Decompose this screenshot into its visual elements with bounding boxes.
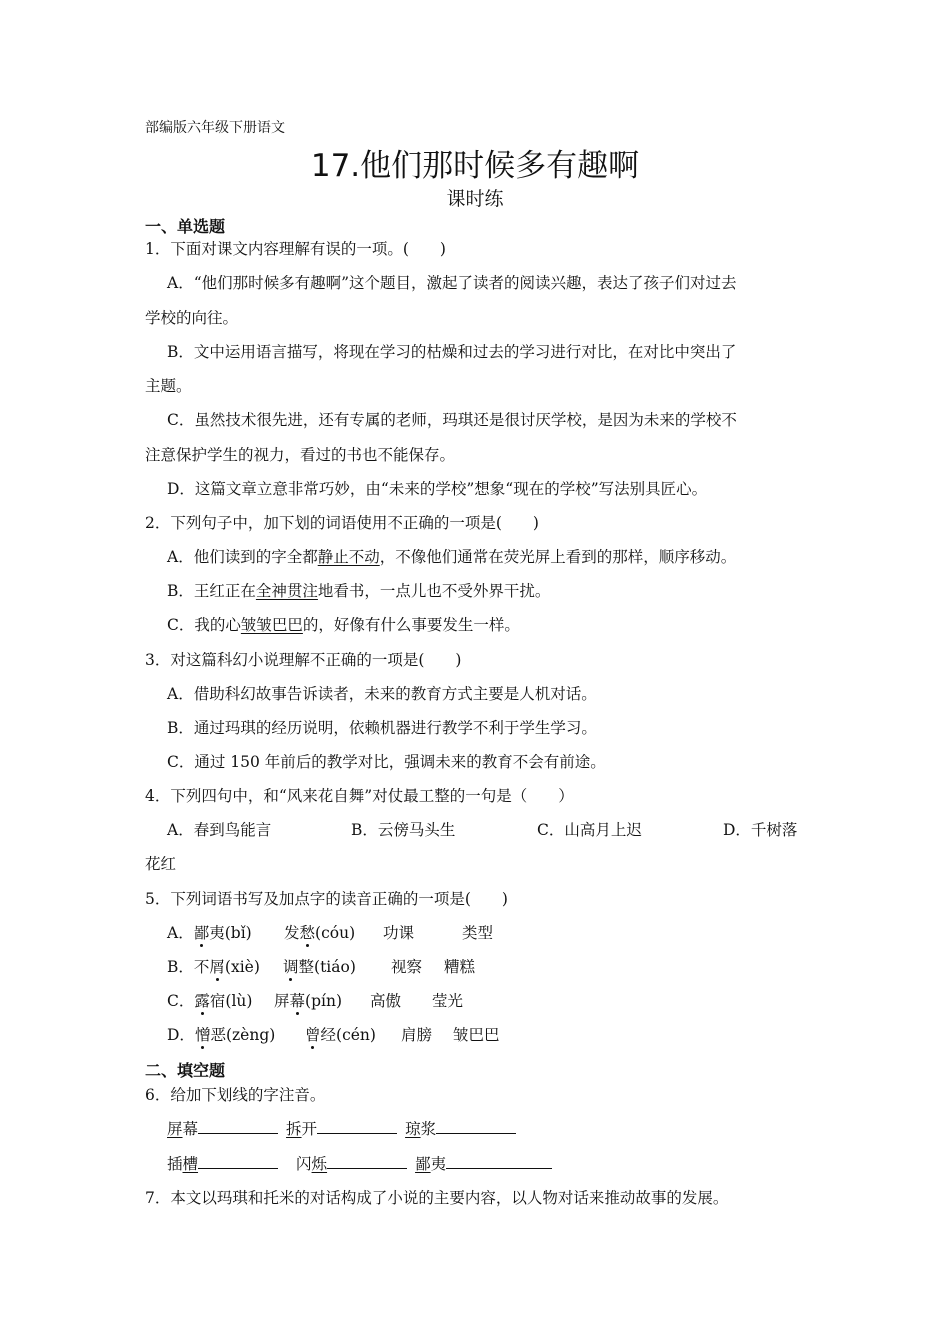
option-label: D．: [167, 1026, 195, 1044]
question-1-option-c-cont: 注意保护学生的视力，看过的书也不能保存。: [145, 446, 456, 464]
section-heading-fill-in: 二、填空题: [145, 1061, 226, 1080]
underlined-char: 烁: [311, 1155, 328, 1173]
word-text: 夷(bǐ): [209, 924, 252, 942]
option-label: B．: [167, 958, 194, 976]
answer-blank[interactable]: [446, 1153, 552, 1169]
question-6-row-2: [167, 1152, 560, 1174]
question-2-option-a: [167, 545, 736, 567]
dotted-char: 幕: [289, 992, 306, 1010]
underlined-word: 静止不动: [317, 548, 380, 566]
word-text: (cóu): [315, 924, 356, 942]
question-2-option-c: [167, 613, 520, 635]
answer-blank[interactable]: [317, 1118, 397, 1134]
underlined-char: 屏: [167, 1120, 183, 1138]
word-text: 开: [301, 1120, 318, 1138]
word-text: 插: [167, 1155, 183, 1173]
word-text: 恶(zèng): [210, 1026, 276, 1044]
question-1-option-d: D．这篇文章立意非常巧妙，由“未来的学校”想象“现在的学校”写法别具匠心。: [167, 480, 708, 498]
question-5-option-b-word2: [283, 955, 356, 977]
question-5-option-c-word4: 莹光: [432, 992, 464, 1010]
document-header: 部编版六年级下册语文: [145, 120, 285, 136]
question-5-option-c-word2: [274, 989, 342, 1011]
question-4-option-d: D．千树落: [723, 821, 798, 839]
word-text: 浆: [420, 1120, 437, 1138]
dotted-char: 屑: [209, 958, 225, 976]
question-5-option-a-word3: 功课: [383, 924, 415, 942]
question-5-option-d-word4: 皱巴巴: [453, 1026, 500, 1044]
question-7-stem: 7．本文以玛琪和托米的对话构成了小说的主要内容，以人物对话来推动故事的发展。: [145, 1189, 729, 1207]
question-5-option-c: [167, 989, 252, 1011]
question-5-option-b-word4: 糟糕: [444, 958, 476, 976]
word-text: 发: [284, 924, 300, 942]
answer-blank[interactable]: [198, 1153, 278, 1169]
word-text: 经(cén): [320, 1026, 376, 1044]
question-1-option-c: C．虽然技术很先进，还有专属的老师，玛琪还是很讨厌学校，是因为未来的学校不: [167, 411, 737, 429]
question-6-row-1: [167, 1117, 524, 1139]
question-4-option-a: A．春到鸟能言: [167, 821, 272, 839]
question-4-option-c: C．山高月上迟: [537, 821, 642, 839]
question-5-option-a-word4: 类型: [462, 924, 494, 942]
dotted-char: 愁: [299, 924, 316, 942]
question-5-option-d-word3: 肩膀: [401, 1026, 433, 1044]
word-text: (pín): [305, 992, 342, 1010]
question-5-option-b: [167, 955, 260, 977]
question-5-option-d: [167, 1023, 275, 1045]
option-text: A．他们读到的字全都: [167, 548, 318, 566]
question-3-option-c: C．通过 150 年前后的教学对比，强调未来的教育不会有前途。: [167, 753, 606, 771]
question-3-option-a: A．借助科幻故事告诉读者，未来的教育方式主要是人机对话。: [167, 685, 597, 703]
dotted-char: 鄙: [193, 924, 210, 942]
answer-blank[interactable]: [198, 1118, 278, 1134]
question-4-option-b: B．云傍马头生: [351, 821, 456, 839]
dotted-char: 曾: [305, 1026, 321, 1044]
word-text: 宿(lù): [209, 992, 253, 1010]
question-4-stem: 4．下列四句中，和“风来花自舞”对仗最工整的一句是（ ）: [145, 787, 574, 805]
dotted-char: 憎: [194, 1026, 211, 1044]
question-3-option-b: B．通过玛琪的经历说明，依赖机器进行教学不利于学生学习。: [167, 719, 597, 737]
page-subtitle: 课时练: [446, 188, 504, 210]
question-5-option-a: [167, 921, 252, 943]
question-1-option-b: B．文中运用语言描写，将现在学习的枯燥和过去的学习进行对比，在对比中突出了: [167, 343, 737, 361]
word-text: 幕: [182, 1120, 199, 1138]
question-1-option-a: A．“他们那时候多有趣啊”这个题目，激起了读者的阅读兴趣，表达了孩子们对过去: [167, 274, 737, 292]
underlined-word: 皱皱巴巴: [240, 616, 303, 634]
option-text: 的，好像有什么事要发生一样。: [302, 616, 520, 634]
word-text: 整(tiáo): [298, 958, 356, 976]
section-heading-single-choice: 一、单选题: [145, 217, 226, 236]
answer-blank[interactable]: [436, 1118, 516, 1134]
word-text: 闪: [296, 1155, 312, 1173]
word-text: 屏: [274, 992, 290, 1010]
option-text: C．我的心: [167, 616, 241, 634]
underlined-word: 全神贯注: [255, 582, 318, 600]
question-1-option-a-cont: 学校的向往。: [145, 309, 239, 327]
option-label: A．: [167, 924, 194, 942]
dotted-char: 调: [283, 958, 299, 976]
question-5-option-a-word2: [284, 921, 355, 943]
page-title: 17.他们那时候多有趣啊: [310, 148, 640, 184]
question-2-stem: 2．下列句子中，加下划的词语使用不正确的一项是( ): [145, 514, 539, 532]
option-text: ，不像他们通常在荧光屏上看到的那样，顺序移动。: [379, 548, 737, 566]
question-6-stem: 6．给加下划线的字注音。: [145, 1086, 326, 1104]
underlined-char: 拆: [286, 1120, 302, 1138]
answer-blank[interactable]: [327, 1153, 407, 1169]
question-5-option-c-word3: 高傲: [370, 992, 402, 1010]
underlined-char: 鄙: [415, 1155, 431, 1173]
option-text: B．王红正在: [167, 582, 256, 600]
question-5-stem: 5．下列词语书写及加点字的读音正确的一项是( ): [145, 890, 508, 908]
question-4-option-d-cont: 花红: [145, 855, 177, 873]
underlined-char: 槽: [182, 1155, 199, 1173]
word-text: (xiè): [224, 958, 260, 976]
question-5-option-b-word3: 视察: [391, 958, 423, 976]
question-2-option-b: [167, 579, 550, 601]
word-text: 夷: [430, 1155, 447, 1173]
question-1-stem: 1．下面对课文内容理解有误的一项。( ): [145, 240, 446, 258]
word-text: 不: [193, 958, 210, 976]
option-label: C．: [167, 992, 195, 1010]
question-1-option-b-cont: 主题。: [145, 377, 192, 395]
underlined-char: 琼: [405, 1120, 421, 1138]
option-text: 地看书，一点儿也不受外界干扰。: [317, 582, 551, 600]
question-5-option-d-word2: [305, 1023, 376, 1045]
question-3-stem: 3．对这篇科幻小说理解不正确的一项是( ): [145, 651, 462, 669]
dotted-char: 露: [194, 992, 210, 1010]
